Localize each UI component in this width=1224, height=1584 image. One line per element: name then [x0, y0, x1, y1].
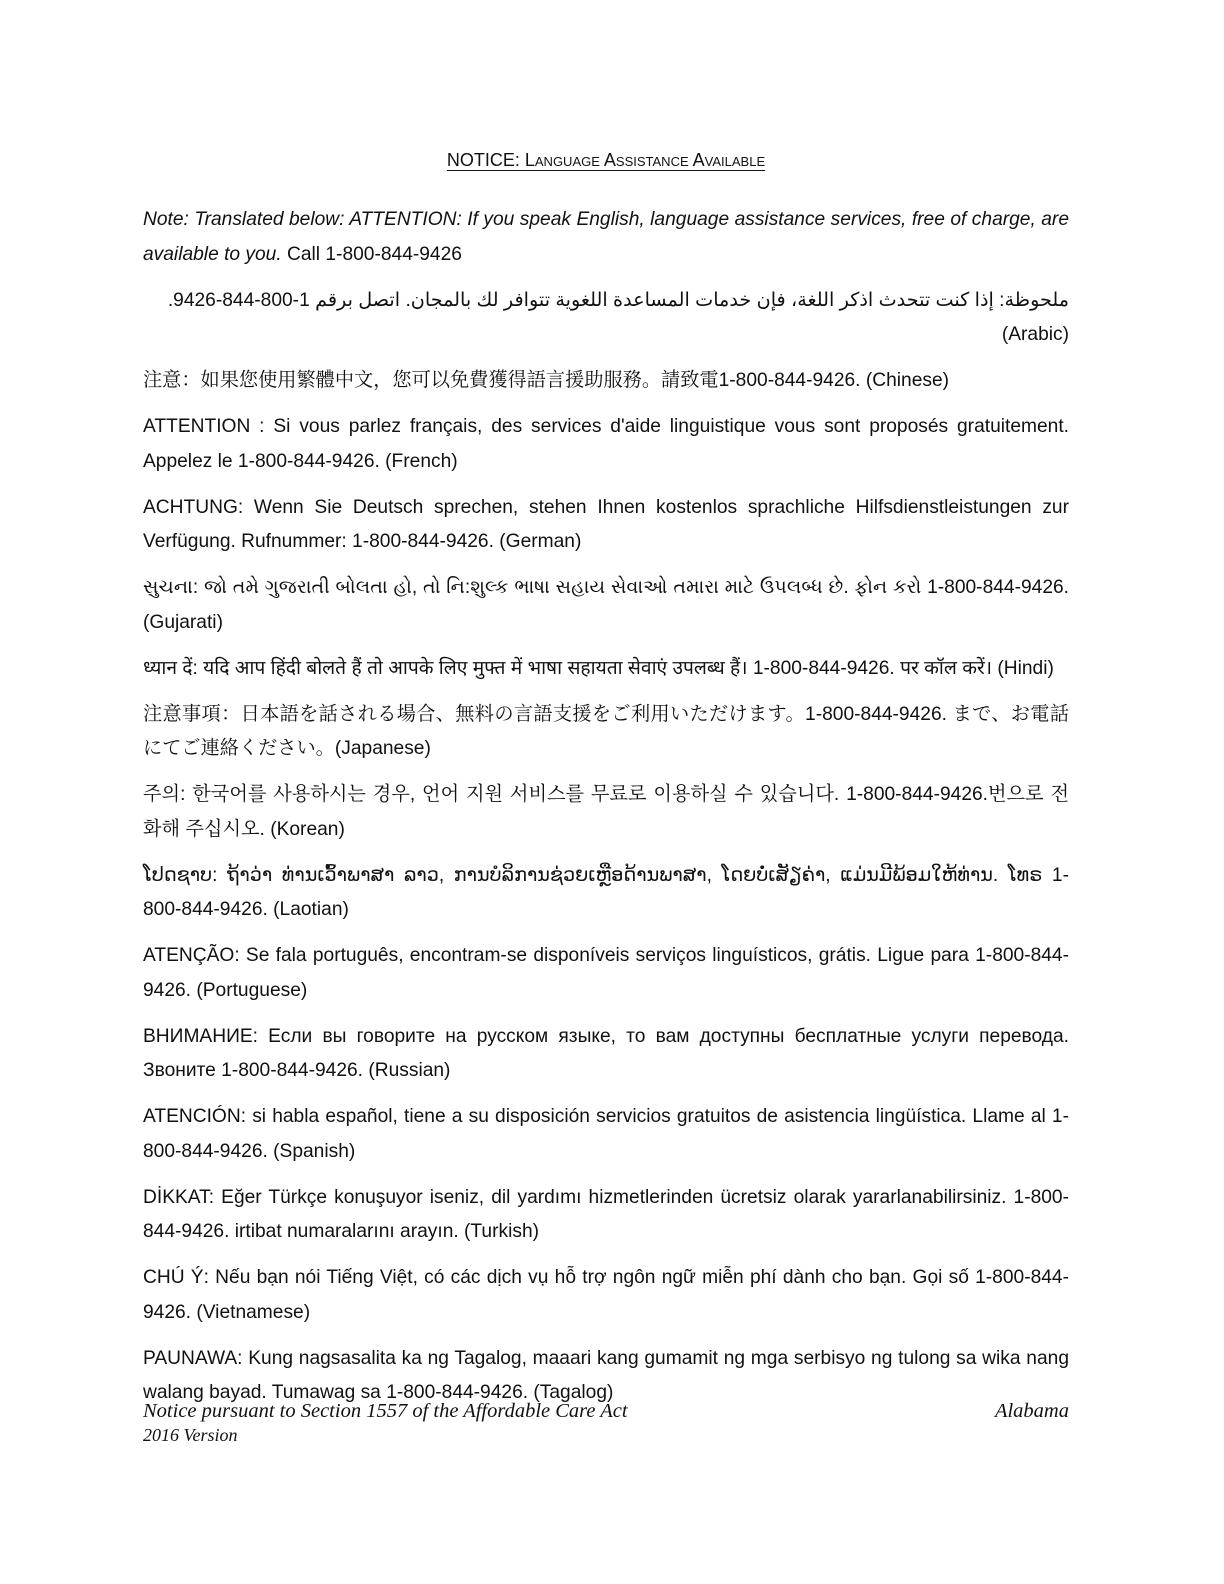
language-notice-chinese: 注意：如果您使用繁體中文，您可以免費獲得語言援助服務。請致電1-800-844-9426. (Chinese): [143, 370, 950, 391]
language-notice-laotian: ໂປດຊາບ: ຖ້າວ່າ ທ່ານເວົ້າພາສາ ລາວ, ການບໍລິການຊ່ວຍເຫຼືອດ້ານພາສາ, ໂດຍບໍ່ເສັຽຄ່າ, ແມ່ນມີພ້ອມໃຫ້ທ່ານ. ໂທຣ 1-800-844-9426. (Laotian): [143, 864, 1069, 920]
intro-italic-text: Note: Translated below: ATTENTION: If you speak English, language assistance services, free of charge, are available to you.: [143, 209, 1069, 265]
language-notice-turkish: DİKKAT: Eğer Türkçe konuşuyor iseniz, dil yardımı hizmetlerinden ücretsiz olarak yararlanabilirsiniz. 1-800-844-9426. irtibat numaralarını arayın. (Turkish): [143, 1186, 1069, 1242]
language-notice-french: ATTENTION : Si vous parlez français, des services d'aide linguistique vous sont proposés gratuitement. Appelez le 1-800-844-9426. (French): [143, 416, 1069, 472]
language-notice-tagalog: PAUNAWA: Kung nagsasalita ka ng Tagalog, maaari kang gumamit ng mga serbisyo ng tulong sa wika nang walang bayad. Tumawag sa 1-800-844-9426. (Tagalog): [143, 1347, 1069, 1403]
language-notice-portuguese: ATENÇÃO: Se fala português, encontram-se disponíveis serviços linguísticos, grátis. Ligue para 1-800-844-9426. (Portuguese): [143, 945, 1069, 1001]
language-notice-vietnamese: CHÚ Ý: Nếu bạn nói Tiếng Việt, có các dịch vụ hỗ trợ ngôn ngữ miễn phí dành cho bạn. Gọi số 1-800-844-9426. (Vietnamese): [143, 1267, 1069, 1323]
footer-aca-notice: Notice pursuant to Section 1557 of the Affordable Care Act: [143, 1400, 628, 1422]
language-notice-spanish: ATENCIÓN: si habla español, tiene a su disposición servicios gratuitos de asistencia lingüística. Llame al 1-800-844-9426. (Spanish): [143, 1106, 1069, 1162]
language-notice-russian: ВНИМАНИЕ: Если вы говорите на русском языке, то вам доступны бесплатные услуги перевода. Звоните 1-800-844-9426. (Russian): [143, 1025, 1069, 1081]
language-notice-hindi: ध्यान दें: यदि आप हिंदी बोलते हैं तो आपके लिए मुफ्त में भाषा सहायता सेवाएं उपलब्ध हैं। 1-800-844-9426. पर कॉल करें। (Hindi): [143, 657, 1054, 679]
language-notice-arabic: ملحوظة: إذا كنت تتحدث اذكر اللغة، فإن خدمات المساعدة اللغوية تتوافر لك بالمجان. اتصل برقم 1-800-844-9426.(Arabic): [167, 289, 1069, 345]
intro-call-text: Call 1-800-844-9426: [281, 243, 462, 265]
language-notice-german: ACHTUNG: Wenn Sie Deutsch sprechen, stehen Ihnen kostenlos sprachliche Hilfsdienstleistungen zur Verfügung. Rufnummer: 1-800-844-9426. (German): [143, 496, 1069, 552]
english-intro: [143, 203, 1069, 272]
footer-row: [143, 1398, 1069, 1424]
language-notice-gujarati: સુચના: જો તમે ગુજરાતી બોલતા હો, તો નિ:શુલ્ક ભાષા સહાય સેવાઓ તમારા માટે ઉપલબ્ધ છે. ફોન કરો 1-800-844-9426. (Gujarati): [143, 577, 1069, 633]
footer-version: 2016 Version: [143, 1425, 238, 1445]
page-footer: [143, 1398, 1069, 1446]
footer-state: Alabama: [994, 1400, 1069, 1422]
language-notice-korean: 주의: 한국어를 사용하시는 경우, 언어 지원 서비스를 무료로 이용하실 수 있습니다. 1-800-844-9426.번으로 전화해 주십시오. (Korean): [143, 784, 1069, 840]
notice-body: [143, 203, 1069, 1411]
language-notice-japanese: 注意事項：日本語を話される場合、無料の言語支援をご利用いただけます。1-800-844-9426. まで、お電話にてご連絡ください。(Japanese): [143, 703, 1069, 759]
notice-title: [0, 149, 1212, 171]
notice-title-text: NOTICE: Language Assistance Available: [446, 150, 766, 170]
